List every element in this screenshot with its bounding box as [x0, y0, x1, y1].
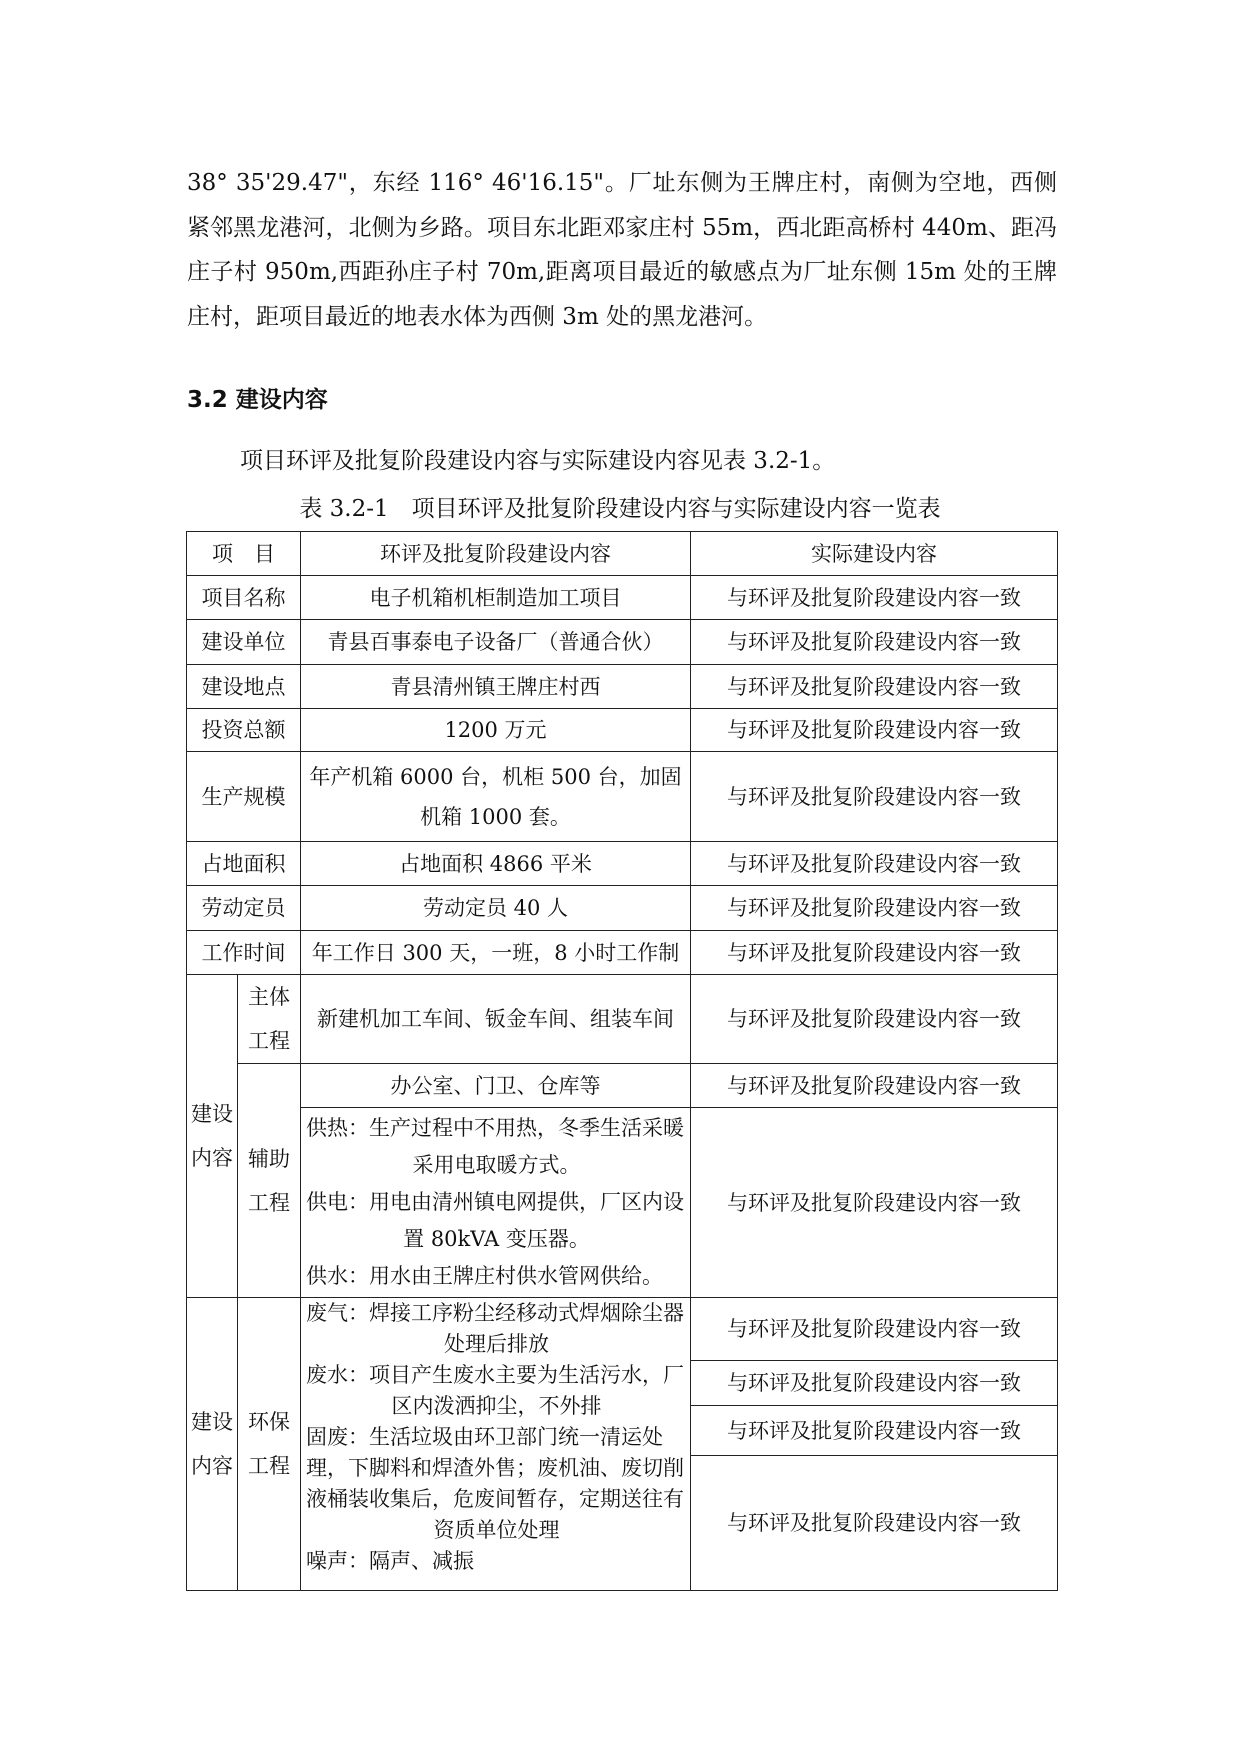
noise-actual: 与环评及批复阶段建设内容一致 — [691, 1456, 1058, 1591]
row-plan: 年产机箱 6000 台，机柜 500 台，加固机箱 1000 套。 — [301, 752, 691, 842]
table-row — [187, 1064, 1058, 1108]
row-plan: 劳动定员 40 人 — [301, 886, 691, 931]
power-line-2: 置 80kVA 变压器。 — [403, 1227, 590, 1251]
row-plan: 占地面积 4866 平米 — [301, 842, 691, 886]
waste-gas-line-2: 处理后排放 — [444, 1332, 549, 1356]
table-row — [187, 620, 1058, 665]
table-row — [187, 665, 1058, 709]
row-actual: 与环评及批复阶段建设内容一致 — [691, 842, 1058, 886]
table-row — [187, 752, 1058, 842]
row-actual: 与环评及批复阶段建设内容一致 — [691, 576, 1058, 620]
table-row — [187, 975, 1058, 1064]
row-actual: 与环评及批复阶段建设内容一致 — [691, 709, 1058, 752]
solid-waste-text-2: 资质单位处理 — [433, 1518, 560, 1542]
intro-paragraph: 38° 35'29.47"，东经 116° 46'16.15"。厂址东侧为王牌庄村，南侧为空地，西侧紧邻黑龙港河，北侧为乡路。项目东北距邓家庄村 55m，西北距高桥村 440m、距冯庄子村 950m,西距孙庄子村 70m,距离项目最近的敏感点为厂址东侧 15m 处的王牌庄村，距项目最近的地表水体为西侧 3m 处的黑龙港河。 — [187, 170, 1057, 330]
env-works-label: 环保工程 — [238, 1298, 301, 1591]
row-plan: 年工作日 300 天，一班，8 小时工作制 — [301, 931, 691, 975]
aux-works-plan: 办公室、门卫、仓库等 — [301, 1064, 691, 1108]
aux-works-label: 辅助工程 — [238, 1064, 301, 1298]
env-works-plan — [301, 1298, 691, 1591]
main-works-actual: 与环评及批复阶段建设内容一致 — [691, 975, 1058, 1064]
water-supply-line: 供水：用水由王牌庄村供水管网供给。 — [306, 1264, 663, 1288]
waste-water-actual: 与环评及批复阶段建设内容一致 — [691, 1361, 1058, 1406]
construction-table — [186, 531, 1058, 1591]
waste-gas-actual: 与环评及批复阶段建设内容一致 — [691, 1298, 1058, 1361]
waste-gas-line: 废气：焊接工序粉尘经移动式焊烟除尘器 — [306, 1301, 684, 1325]
table-row — [187, 1108, 1058, 1298]
aux-utilities-plan — [301, 1108, 691, 1298]
row-actual: 与环评及批复阶段建设内容一致 — [691, 665, 1058, 709]
row-actual: 与环评及批复阶段建设内容一致 — [691, 931, 1058, 975]
table-header-row — [187, 532, 1058, 576]
table-row — [187, 709, 1058, 752]
group-construction: 建设内容 — [187, 975, 238, 1298]
table-caption: 表 3.2-1 项目环评及批复阶段建设内容与实际建设内容一览表 — [299, 496, 941, 522]
row-item: 工作时间 — [187, 931, 301, 975]
row-item: 建设地点 — [187, 665, 301, 709]
row-plan: 1200 万元 — [301, 709, 691, 752]
main-works-plan: 新建机加工车间、钣金车间、组装车间 — [301, 975, 691, 1064]
group-environment: 建设内容 — [187, 1298, 238, 1591]
table-row — [187, 1298, 1058, 1361]
table-row — [187, 931, 1058, 975]
waste-water-line-2: 区内泼洒抑尘，不外排 — [391, 1394, 602, 1418]
main-works-label: 主体工程 — [238, 975, 301, 1064]
aux-utilities-actual: 与环评及批复阶段建设内容一致 — [691, 1108, 1058, 1298]
table-row — [187, 842, 1058, 886]
heating-line-2: 采用电取暖方式。 — [412, 1153, 581, 1177]
header-actual: 实际建设内容 — [691, 532, 1058, 576]
header-item: 项 目 — [187, 532, 301, 576]
row-plan: 青县百事泰电子设备厂（普通合伙） — [301, 620, 691, 665]
solid-waste-actual: 与环评及批复阶段建设内容一致 — [691, 1406, 1058, 1456]
power-line: 供电：用电由清州镇电网提供，厂区内设 — [306, 1190, 684, 1214]
noise-line: 噪声：隔声、减振 — [306, 1549, 474, 1573]
row-item: 项目名称 — [187, 576, 301, 620]
row-actual: 与环评及批复阶段建设内容一致 — [691, 886, 1058, 931]
solid-waste-text: 固废：生活垃圾由环卫部门统一清运处理，下脚料和焊渣外售；废机油、废切削液桶装收集后，危废间暂存，定期送往有 — [306, 1425, 684, 1511]
row-item: 投资总额 — [187, 709, 301, 752]
table-row — [187, 576, 1058, 620]
row-plan: 青县清州镇王牌庄村西 — [301, 665, 691, 709]
waste-water-line: 废水：项目产生废水主要为生活污水，厂 — [306, 1363, 684, 1387]
section-intro: 项目环评及批复阶段建设内容与实际建设内容见表 3.2-1。 — [240, 448, 836, 474]
section-heading: 3.2 建设内容 — [187, 387, 328, 413]
aux-works-actual: 与环评及批复阶段建设内容一致 — [691, 1064, 1058, 1108]
header-plan: 环评及批复阶段建设内容 — [301, 532, 691, 576]
row-actual: 与环评及批复阶段建设内容一致 — [691, 752, 1058, 842]
row-item: 生产规模 — [187, 752, 301, 842]
row-plan: 电子机箱机柜制造加工项目 — [301, 576, 691, 620]
row-item: 占地面积 — [187, 842, 301, 886]
row-item: 建设单位 — [187, 620, 301, 665]
row-actual: 与环评及批复阶段建设内容一致 — [691, 620, 1058, 665]
table-row — [187, 886, 1058, 931]
row-item: 劳动定员 — [187, 886, 301, 931]
heating-line: 供热：生产过程中不用热，冬季生活采暖 — [306, 1116, 684, 1140]
